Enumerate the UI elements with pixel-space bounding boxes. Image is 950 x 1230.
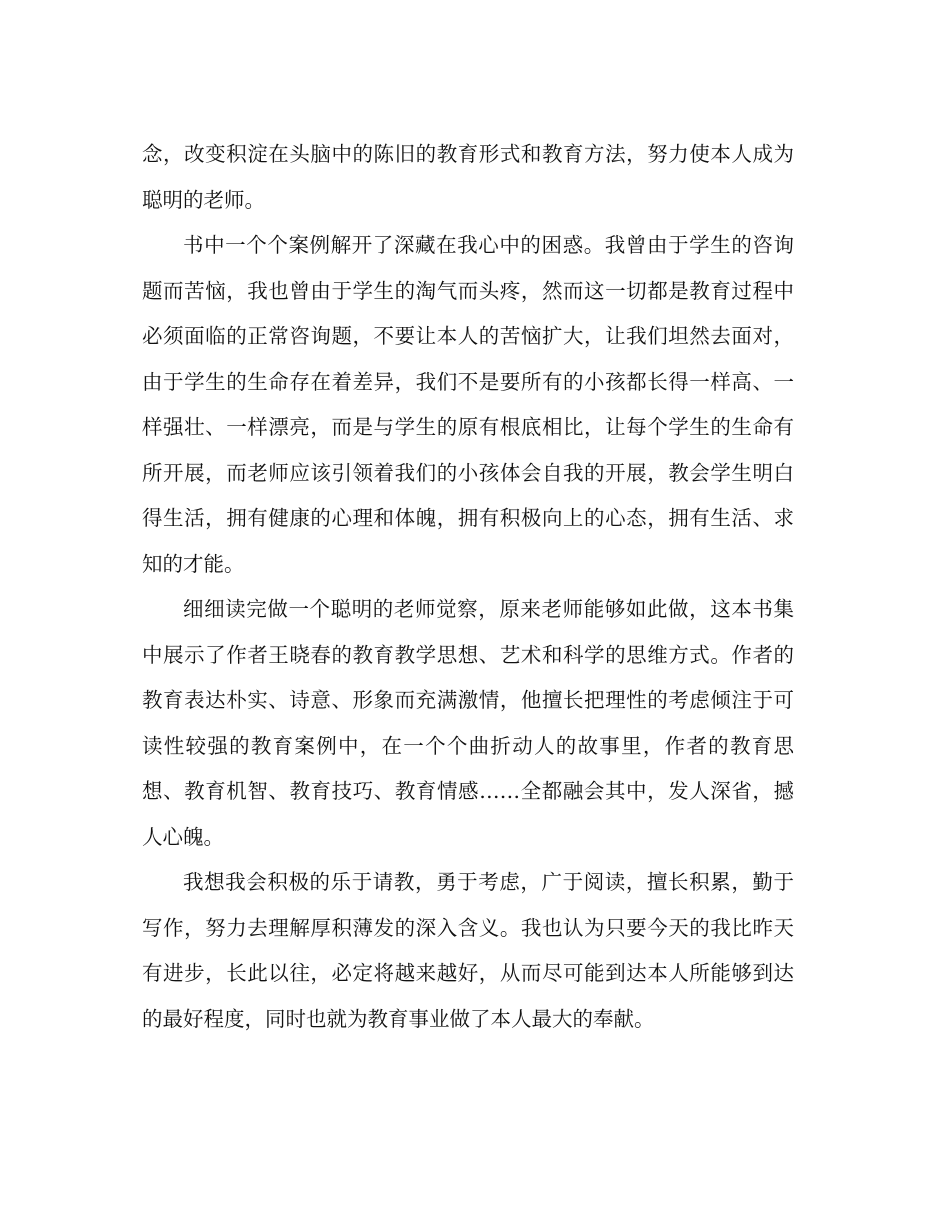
document-body xyxy=(142,132,794,1042)
paragraph-case-studies: 书中一个个案例解开了深藏在我心中的困惑。我曾由于学生的咨询题而苦恼，我也曾由于学生的淘气而头疼，然而这一切都是教育过程中必须面临的正常咨询题，不要让本人的苦恼扩大，让我们坦然去面对，由于学生的生命存在着差异，我们不是要所有的小孩都长得一样高、一样强壮、一样漂亮，而是与学生的原有根底相比，让每个学生的生命有所开展，而老师应该引领着我们的小孩体会自我的开展，教会学生明白得生活，拥有健康的心理和体魄，拥有积极向上的心态，拥有生活、求知的才能。 xyxy=(142,233,794,576)
paragraph-resolution: 我想我会积极的乐于请教，勇于考虑，广于阅读，擅长积累，勤于写作，努力去理解厚积薄发的深入含义。我也认为只要今天的我比昨天有进步，长此以往，必定将越来越好，从而尽可能到达本人所能够到达的最好程度，同时也就为教育事业做了本人最大的奉献。 xyxy=(142,870,794,1031)
paragraph-book-review: 细细读完做一个聪明的老师觉察，原来老师能够如此做，这本书集中展示了作者王晓春的教育教学思想、艺术和科学的思维方式。作者的教育表达朴实、诗意、形象而充满激情，他擅长把理性的考虑倾注于可读性较强的教育案例中，在一个个曲折动人的故事里，作者的教育思想、教育机智、教育技巧、教育情感……全都融会其中，发人深省，撼人心魄。 xyxy=(142,597,794,849)
paragraph-continuation: 念，改变积淀在头脑中的陈旧的教育形式和教育方法，努力使本人成为聪明的老师。 xyxy=(142,142,794,212)
